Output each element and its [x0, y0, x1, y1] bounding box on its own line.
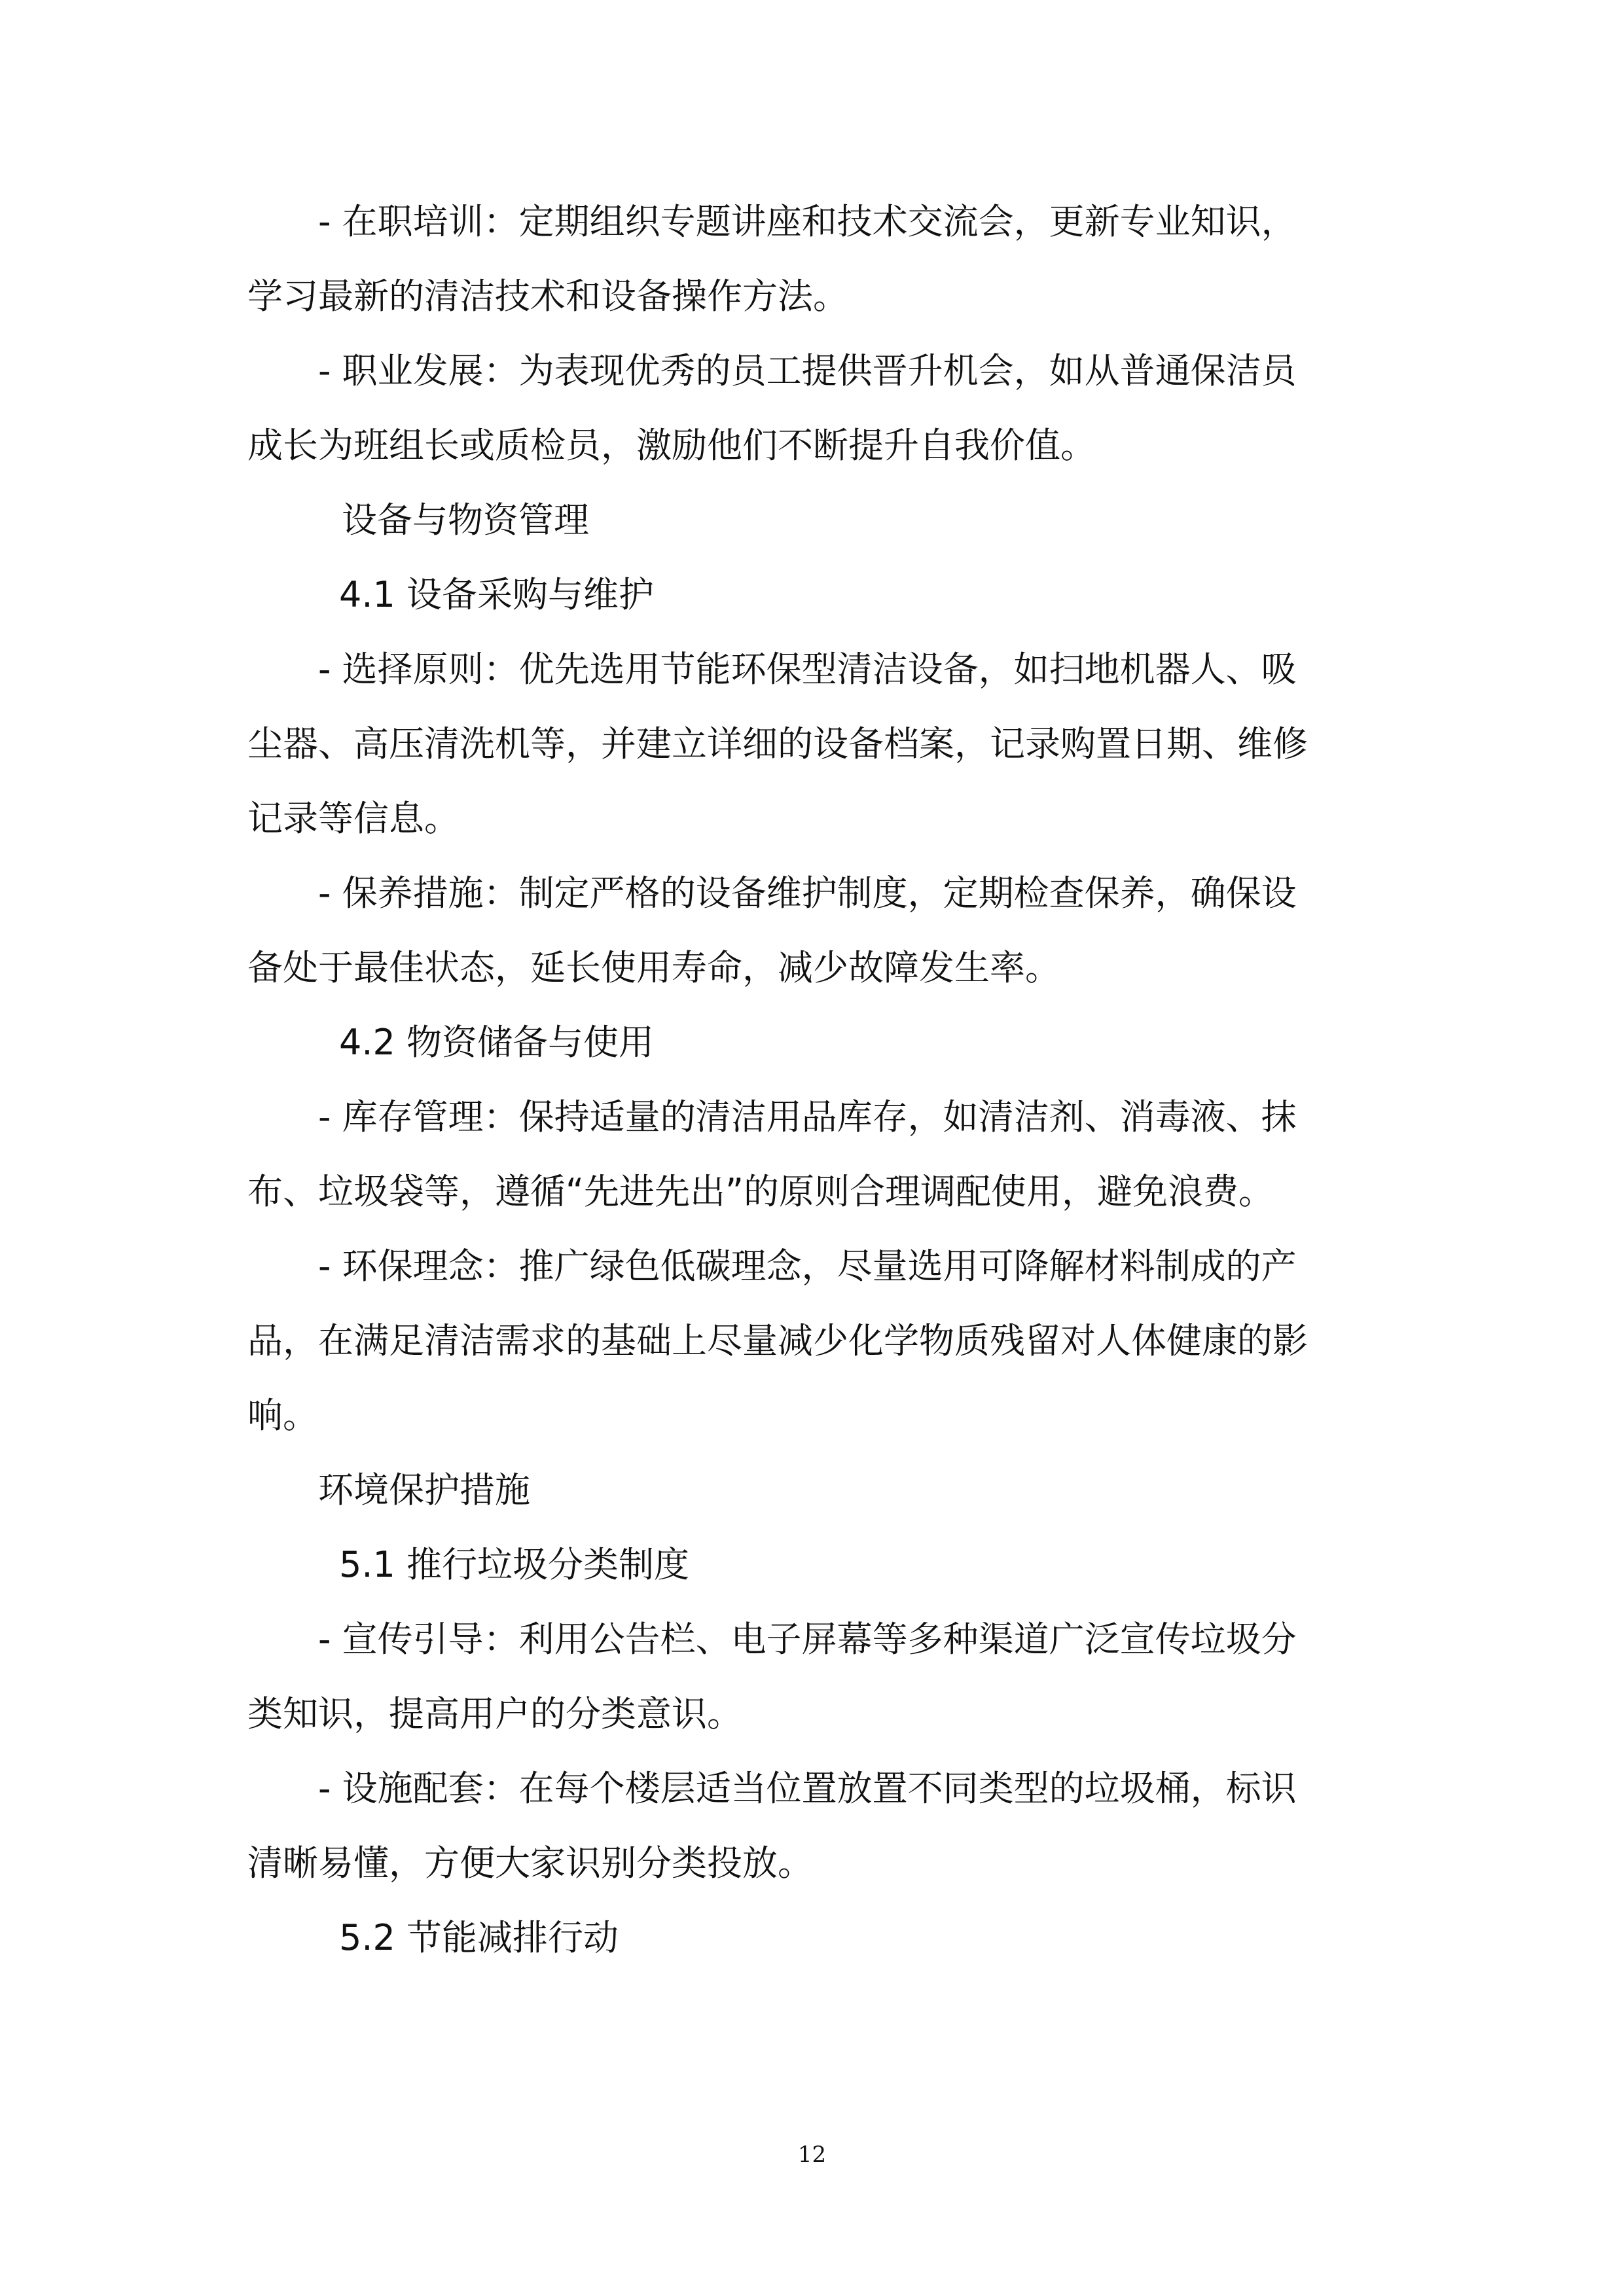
text-line: - 宣传引导：利用公告栏、电子屏幕等多种渠道广泛宣传垃圾分: [318, 1619, 1297, 1660]
text-line: 成长为班组长或质检员，激励他们不断提升自我价值。: [247, 425, 1096, 466]
text-line: - 职业发展：为表现优秀的员工提供晋升机会，如从普通保洁员: [318, 350, 1297, 391]
text-line: - 选择原则：优先选用节能环保型清洁设备，如扫地机器人、吸: [318, 649, 1297, 690]
text-line: - 设施配套：在每个楼层适当位置放置不同类型的垃圾桶，标识: [318, 1768, 1297, 1809]
text-line: 品，在满足清洁需求的基础上尽量减少化学物质残留对人体健康的影: [247, 1320, 1308, 1361]
text-line: 清晰易懂，方便大家识别分类投放。: [247, 1842, 813, 1884]
subsection-heading: 4.1 设备采购与维护: [339, 574, 655, 615]
text-line: - 环保理念：推广绿色低碳理念，尽量选用可降解材料制成的产: [318, 1246, 1297, 1287]
text-line: - 保养措施：制定严格的设备维护制度，定期检查保养，确保设: [318, 872, 1297, 914]
text-line: 学习最新的清洁技术和设备操作方法。: [247, 276, 848, 317]
text-line: 尘器、高压清洗机等，并建立详细的设备档案，记录购置日期、维修: [247, 723, 1308, 764]
section-heading: 设备与物资管理: [342, 499, 589, 541]
text-line: 响。: [247, 1395, 318, 1436]
subsection-heading: 5.1 推行垃圾分类制度: [339, 1544, 690, 1585]
section-heading: 环境保护措施: [318, 1469, 530, 1511]
text-line: 布、垃圾袋等，遵循“先进先出”的原则合理调配使用，避免浪费。: [247, 1171, 1274, 1212]
text-line: 类知识，提高用户的分类意识。: [247, 1693, 742, 1734]
subsection-heading: 5.2 节能减排行动: [339, 1917, 619, 1958]
page-number: 12: [797, 2142, 827, 2168]
subsection-heading: 4.2 物资储备与使用: [339, 1022, 655, 1063]
text-line: - 在职培训：定期组织专题讲座和技术交流会，更新专业知识，: [318, 201, 1297, 242]
text-line: - 库存管理：保持适量的清洁用品库存，如清洁剂、消毒液、抹: [318, 1096, 1297, 1138]
text-line: 记录等信息。: [247, 798, 460, 839]
text-line: 备处于最佳状态，延长使用寿命，减少故障发生率。: [247, 947, 1060, 988]
